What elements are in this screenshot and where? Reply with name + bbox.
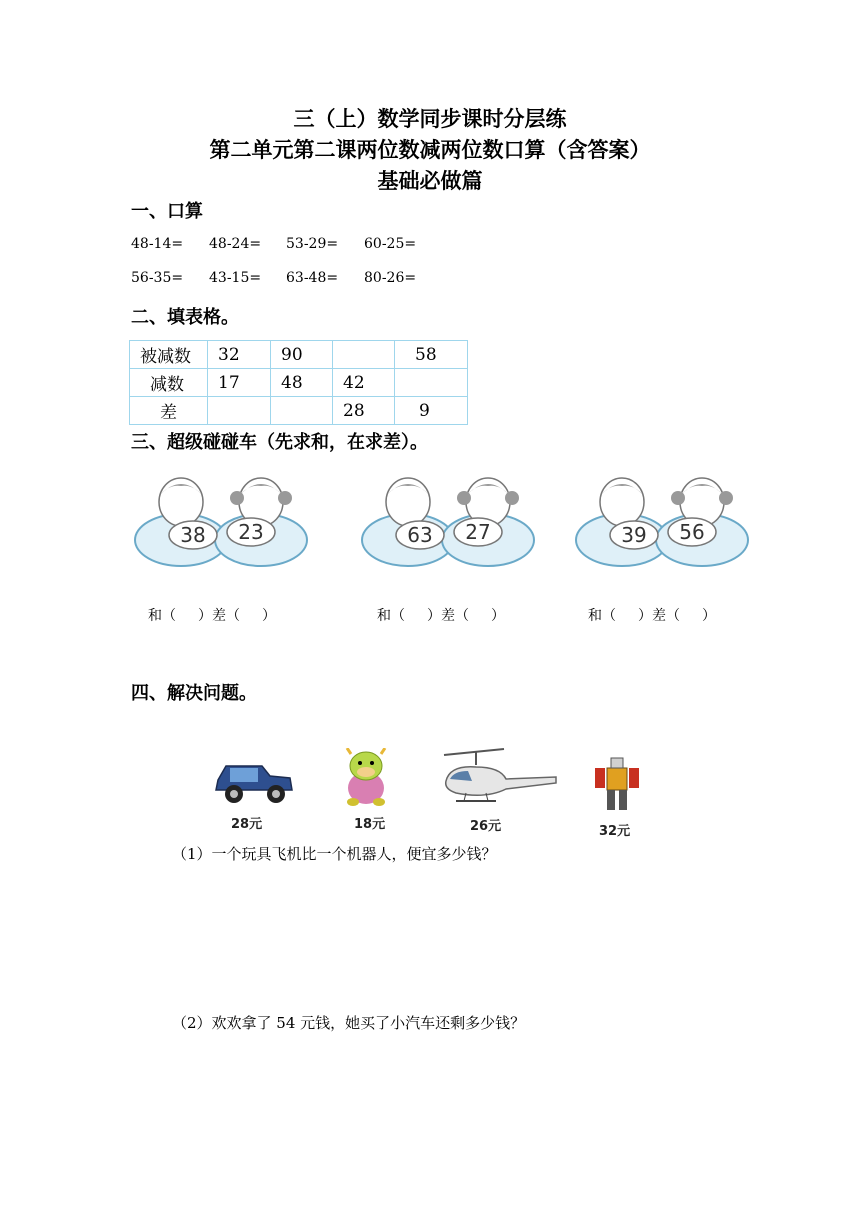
question-1: （1）一个玩具飞机比一个机器人，便宜多少钱？ — [172, 845, 497, 863]
calc-item: 48-14= — [131, 236, 184, 252]
subtraction-table — [129, 340, 468, 425]
page-title: 三（上）数学同步课时分层练 — [293, 107, 567, 131]
section-heading-problems: 四、解决问题。 — [131, 683, 257, 704]
toy-car-icon — [212, 750, 296, 808]
bumper-car-group-3-icon — [574, 470, 752, 574]
toy-price: 26元 — [470, 819, 502, 834]
toy-price: 32元 — [599, 824, 631, 839]
bumper-left-number: 39 — [621, 523, 647, 547]
calc-item: 63-48= — [286, 270, 339, 286]
bumper-left-number: 63 — [407, 523, 433, 547]
bumper-right-number: 27 — [465, 520, 491, 544]
page-section-title: 基础必做篇 — [377, 169, 483, 193]
table-cell: 减数 — [130, 369, 208, 397]
toy-helicopter-icon — [436, 745, 564, 807]
section-heading-oral: 一、口算 — [131, 201, 203, 222]
table-cell: 差 — [130, 397, 208, 425]
table-cell: 17 — [208, 369, 271, 397]
sum-label: 和（ — [588, 608, 616, 624]
calc-item: 48-24= — [209, 236, 262, 252]
calc-item: 80-26= — [364, 270, 417, 286]
table-cell — [208, 397, 271, 425]
table-cell: 58 — [395, 341, 468, 369]
toy-price: 18元 — [354, 817, 386, 832]
toy-price: 28元 — [231, 817, 263, 832]
table-cell: 28 — [333, 397, 395, 425]
bumper-car-group-2-icon — [360, 470, 538, 574]
answer-line-3 — [588, 605, 716, 625]
table-cell: 被减数 — [130, 341, 208, 369]
page-subtitle: 第二单元第二课两位数减两位数口算（含答案） — [209, 138, 651, 162]
calc-row-1 — [131, 236, 442, 252]
bumper-left-number: 38 — [180, 523, 206, 547]
sum-label: 和（ — [377, 608, 405, 624]
section-heading-table: 二、填表格。 — [131, 307, 239, 328]
table-cell: 48 — [271, 369, 333, 397]
calc-item: 43-15= — [209, 270, 262, 286]
table-cell — [271, 397, 333, 425]
table-row — [130, 397, 468, 425]
table-cell: 42 — [333, 369, 395, 397]
answer-line-2 — [377, 605, 505, 625]
close-paren: ） — [262, 608, 276, 624]
diff-label: ）差（ — [198, 608, 240, 624]
calc-item: 56-35= — [131, 270, 184, 286]
section-heading-bumper: 三、超级碰碰车（先求和，在求差）。 — [131, 432, 428, 453]
close-paren: ） — [491, 608, 505, 624]
table-cell: 90 — [271, 341, 333, 369]
close-paren: ） — [702, 608, 716, 624]
calc-item: 60-25= — [364, 236, 417, 252]
toy-robot-icon — [589, 754, 645, 814]
diff-label: ）差（ — [427, 608, 469, 624]
table-row — [130, 369, 468, 397]
question-2: （2）欢欢拿了 54 元钱，她买了小汽车还剩多少钱？ — [172, 1014, 526, 1032]
toy-cow-icon — [337, 748, 395, 808]
table-cell: 32 — [208, 341, 271, 369]
calc-item: 53-29= — [286, 236, 339, 252]
sum-label: 和（ — [148, 608, 176, 624]
diff-label: ）差（ — [638, 608, 680, 624]
answer-line-1 — [148, 605, 276, 625]
table-row — [130, 341, 468, 369]
table-cell — [333, 341, 395, 369]
bumper-right-number: 56 — [679, 520, 705, 544]
bumper-right-number: 23 — [238, 520, 264, 544]
bumper-car-group-1-icon — [133, 470, 311, 574]
table-cell — [395, 369, 468, 397]
table-cell: 9 — [395, 397, 468, 425]
calc-row-2 — [131, 270, 442, 286]
